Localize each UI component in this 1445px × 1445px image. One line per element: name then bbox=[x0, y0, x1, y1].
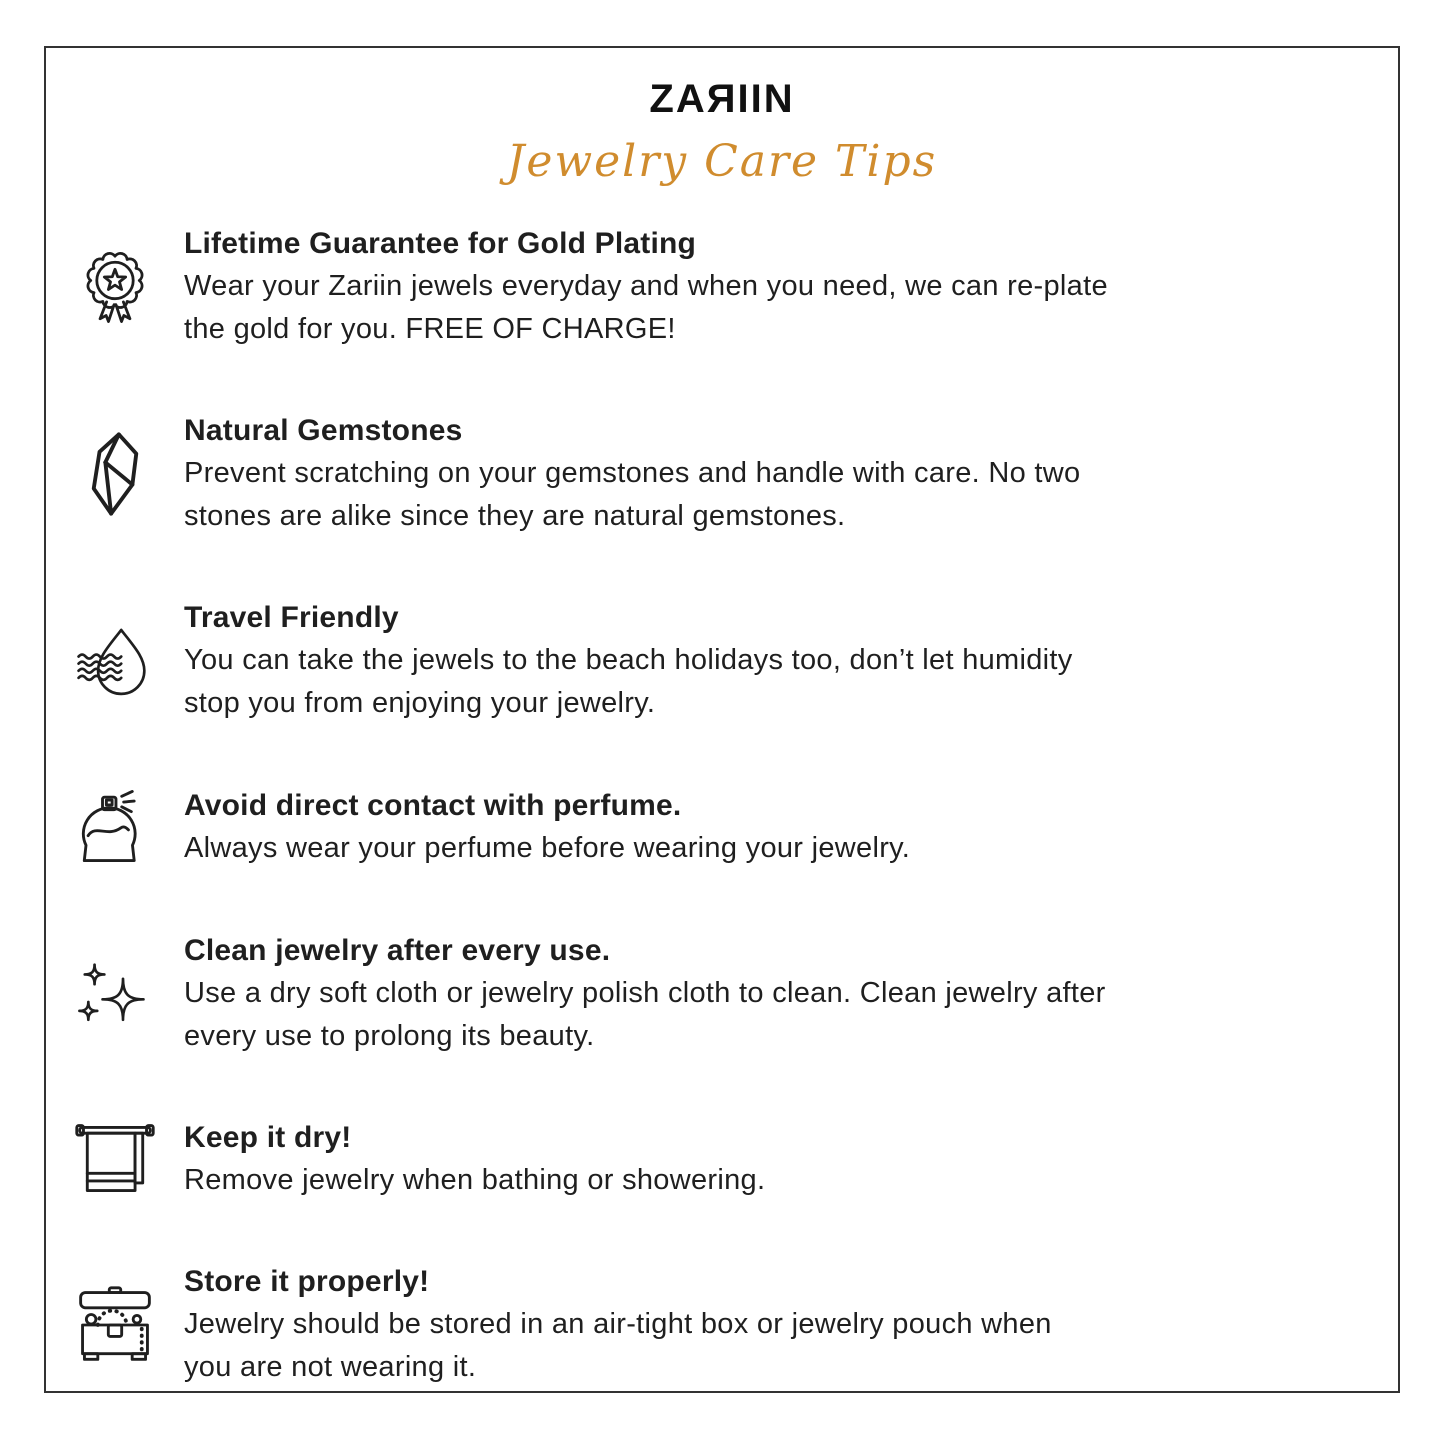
gemstone-icon bbox=[46, 430, 184, 518]
tip-row-dry bbox=[46, 1116, 1398, 1202]
tip-row-gold-plating bbox=[46, 222, 1398, 351]
tip-body: Use a dry soft cloth or jewelry polish cloth to clean. Clean jewelry after every use to prolong its beauty. bbox=[184, 977, 1106, 1052]
tip-row-travel bbox=[46, 596, 1398, 725]
care-tips-list bbox=[46, 222, 1398, 1389]
tip-row-perfume bbox=[46, 783, 1398, 871]
tip-title: Store it properly! bbox=[184, 1265, 430, 1298]
tip-title: Avoid direct contact with perfume. bbox=[184, 789, 682, 822]
tip-body: You can take the jewels to the beach holidays too, don’t let humidity stop you from enjoying your jewelry. bbox=[184, 644, 1073, 719]
tip-body: Prevent scratching on your gemstones and handle with care. No two stones are alike since they are natural gemstones. bbox=[184, 457, 1081, 532]
brand-logo: ZAЯIIN bbox=[649, 77, 795, 121]
jewelry-box-icon bbox=[46, 1283, 184, 1367]
tip-row-storage bbox=[46, 1260, 1398, 1389]
tip-body: Always wear your perfume before wearing your jewelry. bbox=[184, 832, 911, 864]
tip-title: Lifetime Guarantee for Gold Plating bbox=[184, 227, 697, 260]
tip-title: Clean jewelry after every use. bbox=[184, 934, 611, 967]
tip-body: Remove jewelry when bathing or showering. bbox=[184, 1164, 766, 1196]
tip-title: Travel Friendly bbox=[184, 601, 399, 634]
tip-title: Natural Gemstones bbox=[184, 414, 463, 447]
tip-row-gemstones bbox=[46, 409, 1398, 538]
page-header bbox=[46, 48, 1398, 192]
tip-body: Jewelry should be stored in an air-tight box or jewelry pouch when you are not wearing it. bbox=[184, 1308, 1052, 1383]
tip-row-clean bbox=[46, 929, 1398, 1058]
sparkles-icon bbox=[46, 957, 184, 1031]
perfume-bottle-icon bbox=[46, 783, 184, 871]
towel-icon bbox=[46, 1116, 184, 1202]
award-ribbon-icon bbox=[46, 245, 184, 329]
page-frame bbox=[44, 46, 1400, 1393]
humidity-drop-icon bbox=[46, 621, 184, 701]
tip-title: Keep it dry! bbox=[184, 1121, 352, 1154]
tip-body: Wear your Zariin jewels everyday and when you need, we can re-plate the gold for you. FREE OF CHARGE! bbox=[184, 270, 1108, 345]
page-title: Jewelry Care Tips bbox=[506, 136, 938, 187]
